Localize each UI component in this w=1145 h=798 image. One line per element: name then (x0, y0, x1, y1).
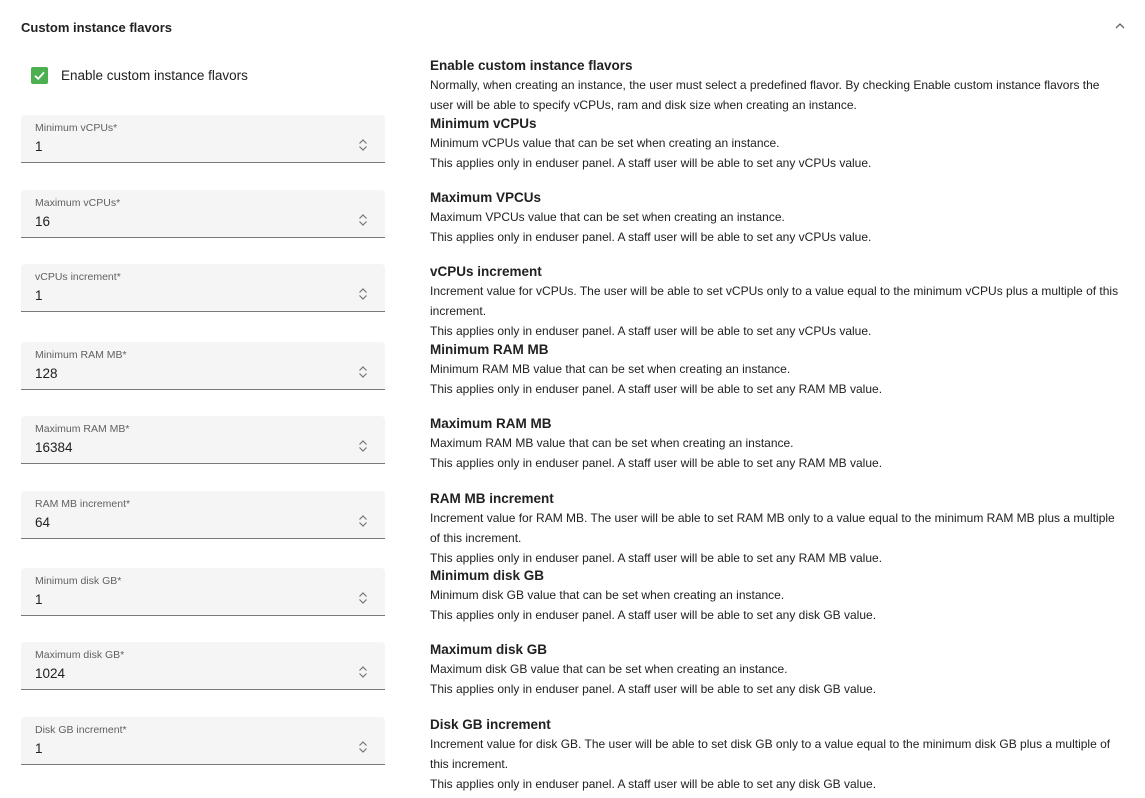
ram-increment-field[interactable] (21, 491, 385, 539)
field-label: Maximum vCPUs* (35, 197, 121, 209)
help-vcpus-increment (430, 263, 1120, 341)
maximum-vcpus-input[interactable] (35, 214, 335, 229)
help-minimum-vcpus (430, 115, 1120, 173)
help-note: This applies only in enduser panel. A staff user will be able to set any RAM MB value. (430, 456, 883, 470)
help-line: Maximum VPCUs value that can be set when creating an instance. (430, 210, 785, 224)
help-line: Increment value for disk GB. The user will be able to set disk GB only to a value equal to the minimum disk GB plus a multiple of this increment. (430, 737, 1111, 771)
field-label: Minimum vCPUs* (35, 122, 118, 134)
help-line: Increment value for vCPUs. The user will be able to set vCPUs only to a value equal to the minimum vCPUs plus a multiple of this increment. (430, 284, 1119, 318)
maximum-ram-input[interactable] (35, 440, 335, 455)
maximum-disk-field[interactable] (21, 642, 385, 690)
help-minimum-disk (430, 567, 1120, 625)
disk-increment-input[interactable] (35, 741, 335, 756)
minimum-vcpus-field[interactable] (21, 115, 385, 163)
help-note: This applies only in enduser panel. A staff user will be able to set any vCPUs value. (430, 324, 872, 338)
help-note: This applies only in enduser panel. A staff user will be able to set any disk GB value. (430, 777, 877, 791)
spinner-icon[interactable] (356, 664, 370, 680)
help-note: This applies only in enduser panel. A staff user will be able to set any vCPUs value. (430, 156, 872, 170)
field-label: Minimum RAM MB* (35, 349, 127, 361)
help-maximum-ram (430, 415, 1120, 473)
help-title: vCPUs increment (430, 264, 542, 279)
minimum-ram-field[interactable] (21, 342, 385, 390)
vcpus-increment-input[interactable] (35, 288, 335, 303)
enable-custom-flavors-checkbox[interactable] (31, 67, 248, 84)
help-note: This applies only in enduser panel. A staff user will be able to set any disk GB value. (430, 608, 877, 622)
spinner-icon[interactable] (356, 137, 370, 153)
maximum-disk-input[interactable] (35, 666, 335, 681)
checkbox-checked-icon[interactable] (31, 67, 48, 84)
help-line: Increment value for RAM MB. The user will be able to set RAM MB only to a value equal to the minimum RAM MB plus a multiple of this increment. (430, 511, 1115, 545)
spinner-icon[interactable] (356, 590, 370, 606)
help-title: Maximum RAM MB (430, 416, 552, 431)
help-title: Maximum VPCUs (430, 190, 542, 205)
help-maximum-vcpus (430, 189, 1120, 247)
field-label: Disk GB increment* (35, 724, 127, 736)
help-line: Maximum disk GB value that can be set when creating an instance. (430, 662, 788, 676)
help-title: Minimum disk GB (430, 568, 545, 583)
help-disk-increment (430, 716, 1120, 794)
section-title: Custom instance flavors (21, 20, 172, 35)
spinner-icon[interactable] (356, 438, 370, 454)
help-title: Disk GB increment (430, 717, 551, 732)
field-label: Minimum disk GB* (35, 575, 122, 587)
help-minimum-ram (430, 341, 1120, 399)
field-label: RAM MB increment* (35, 498, 131, 510)
help-note: This applies only in enduser panel. A staff user will be able to set any RAM MB value. (430, 382, 883, 396)
help-title: Maximum disk GB (430, 642, 548, 657)
help-title: RAM MB increment (430, 491, 554, 506)
field-label: Maximum disk GB* (35, 649, 125, 661)
help-text-emphasis: Enable custom instance flavors (913, 78, 1080, 92)
help-title: Minimum RAM MB (430, 342, 549, 357)
maximum-vcpus-field[interactable] (21, 190, 385, 238)
help-text-before: Normally, when creating an instance, the user must select a predefined flavor. By checking (430, 78, 914, 92)
help-line: Minimum vCPUs value that can be set when creating an instance. (430, 136, 780, 150)
help-line: Minimum disk GB value that can be set when creating an instance. (430, 588, 785, 602)
spinner-icon[interactable] (356, 286, 370, 302)
help-enable-custom-flavors (430, 57, 1120, 115)
help-note: This applies only in enduser panel. A staff user will be able to set any disk GB value. (430, 682, 877, 696)
help-line: Maximum RAM MB value that can be set when creating an instance. (430, 436, 794, 450)
minimum-disk-input[interactable] (35, 592, 335, 607)
field-label: vCPUs increment* (35, 271, 121, 283)
help-title: Minimum vCPUs (430, 116, 537, 131)
help-description (430, 75, 1120, 115)
checkbox-label: Enable custom instance flavors (61, 68, 248, 83)
help-title: Enable custom instance flavors (430, 58, 633, 73)
minimum-disk-field[interactable] (21, 568, 385, 616)
spinner-icon[interactable] (356, 212, 370, 228)
maximum-ram-field[interactable] (21, 416, 385, 464)
help-text-after: the user will be able to specify vCPUs, ram and disk size when creating an instance. (430, 78, 1100, 112)
chevron-up-icon[interactable] (1112, 18, 1128, 34)
ram-increment-input[interactable] (35, 515, 335, 530)
spinner-icon[interactable] (356, 364, 370, 380)
help-maximum-disk (430, 641, 1120, 699)
help-note: This applies only in enduser panel. A staff user will be able to set any vCPUs value. (430, 230, 872, 244)
vcpus-increment-field[interactable] (21, 264, 385, 312)
minimum-ram-input[interactable] (35, 366, 335, 381)
disk-increment-field[interactable] (21, 717, 385, 765)
spinner-icon[interactable] (356, 513, 370, 529)
help-line: Minimum RAM MB value that can be set when creating an instance. (430, 362, 791, 376)
help-note: This applies only in enduser panel. A staff user will be able to set any RAM MB value. (430, 551, 883, 565)
minimum-vcpus-input[interactable] (35, 139, 335, 154)
help-ram-increment (430, 490, 1120, 568)
field-label: Maximum RAM MB* (35, 423, 130, 435)
spinner-icon[interactable] (356, 739, 370, 755)
